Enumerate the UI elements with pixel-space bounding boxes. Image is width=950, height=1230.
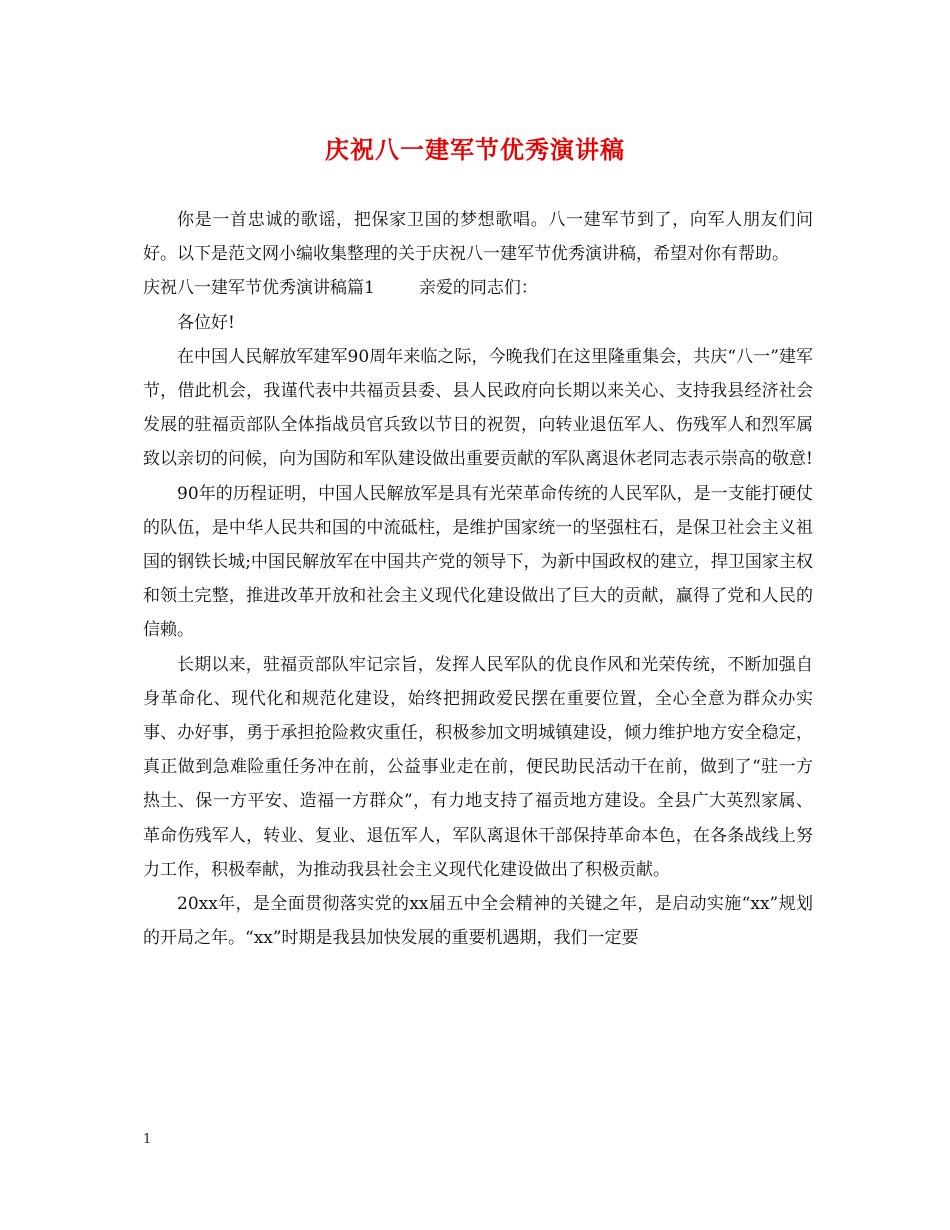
section-heading-line (143, 271, 813, 305)
document-body (143, 203, 813, 955)
body-paragraph-1: 在中国人民解放军建军90周年来临之际，今晚我们在这里隆重集会，共庆“八一”建军节，借此机会，我谨代表中共福贡县委、县人民政府向长期以来关心、支持我县经济社会发展的驻福贡部队全体指战员官兵致以节日的祝贺，向转业退伍军人、伤残军人和烈军属致以亲切的问候，向为国防和军队建设做出重要贡献的军队离退休老同志表示崇高的敬意! (143, 346, 813, 470)
body-paragraph-2: 90年的历程证明，中国人民解放军是具有光荣革命传统的人民军队，是一支能打硬仗的队伍，是中华人民共和国的中流砥柱，是维护国家统一的坚强柱石，是保卫社会主义祖国的钢铁长城;中国民解放军在中国共产党的领导下，为新中国政权的建立，捍卫国家主权和领土完整，推进改革开放和社会主义现代化建设做出了巨大的贡献，赢得了党和人民的信赖。 (143, 483, 813, 641)
intro-paragraph: 你是一首忠诚的歌谣，把保家卫国的梦想歌唱。八一建军节到了，向军人朋友们问好。以下是范文网小编收集整理的关于庆祝八一建军节优秀演讲稿，希望对你有帮助。 (143, 210, 813, 265)
document-title: 庆祝八一建军节优秀演讲稿 (325, 135, 625, 164)
greeting: 各位好! (177, 312, 235, 333)
body-paragraph-4: 20xx年，是全面贯彻落实党的xx届五中全会精神的关键之年，是启动实施“xx”规划的开局之年。“xx”时期是我县加快发展的重要机遇期，我们一定要 (143, 894, 813, 949)
body-paragraph-3: 长期以来，驻福贡部队牢记宗旨，发挥人民军队的优良作风和光荣传统，不断加强自身革命化、现代化和规范化建设，始终把拥政爱民摆在重要位置，全心全意为群众办实事、办好事，勇于承担抢险救灾重任，积极参加文明城镇建设，倾力维护地方安全稳定，真正做到急难险重任务冲在前，公益事业走在前，便民助民活动干在前，做到了“驻一方热土、保一方平安、造福一方群众”，有力地支持了福贡地方建设。全县广大英烈家属、革命伤残军人，转业、复业、退伍军人，军队离退休干部保持革命本色，在各条战线上努力工作，积极奉献，为推动我县社会主义现代化建设做出了积极贡献。 (143, 654, 813, 880)
page-number: 1 (143, 1132, 152, 1147)
section-heading: 庆祝八一建军节优秀演讲稿篇1 (143, 278, 375, 299)
salutation: 亲爱的同志们： (418, 278, 538, 299)
